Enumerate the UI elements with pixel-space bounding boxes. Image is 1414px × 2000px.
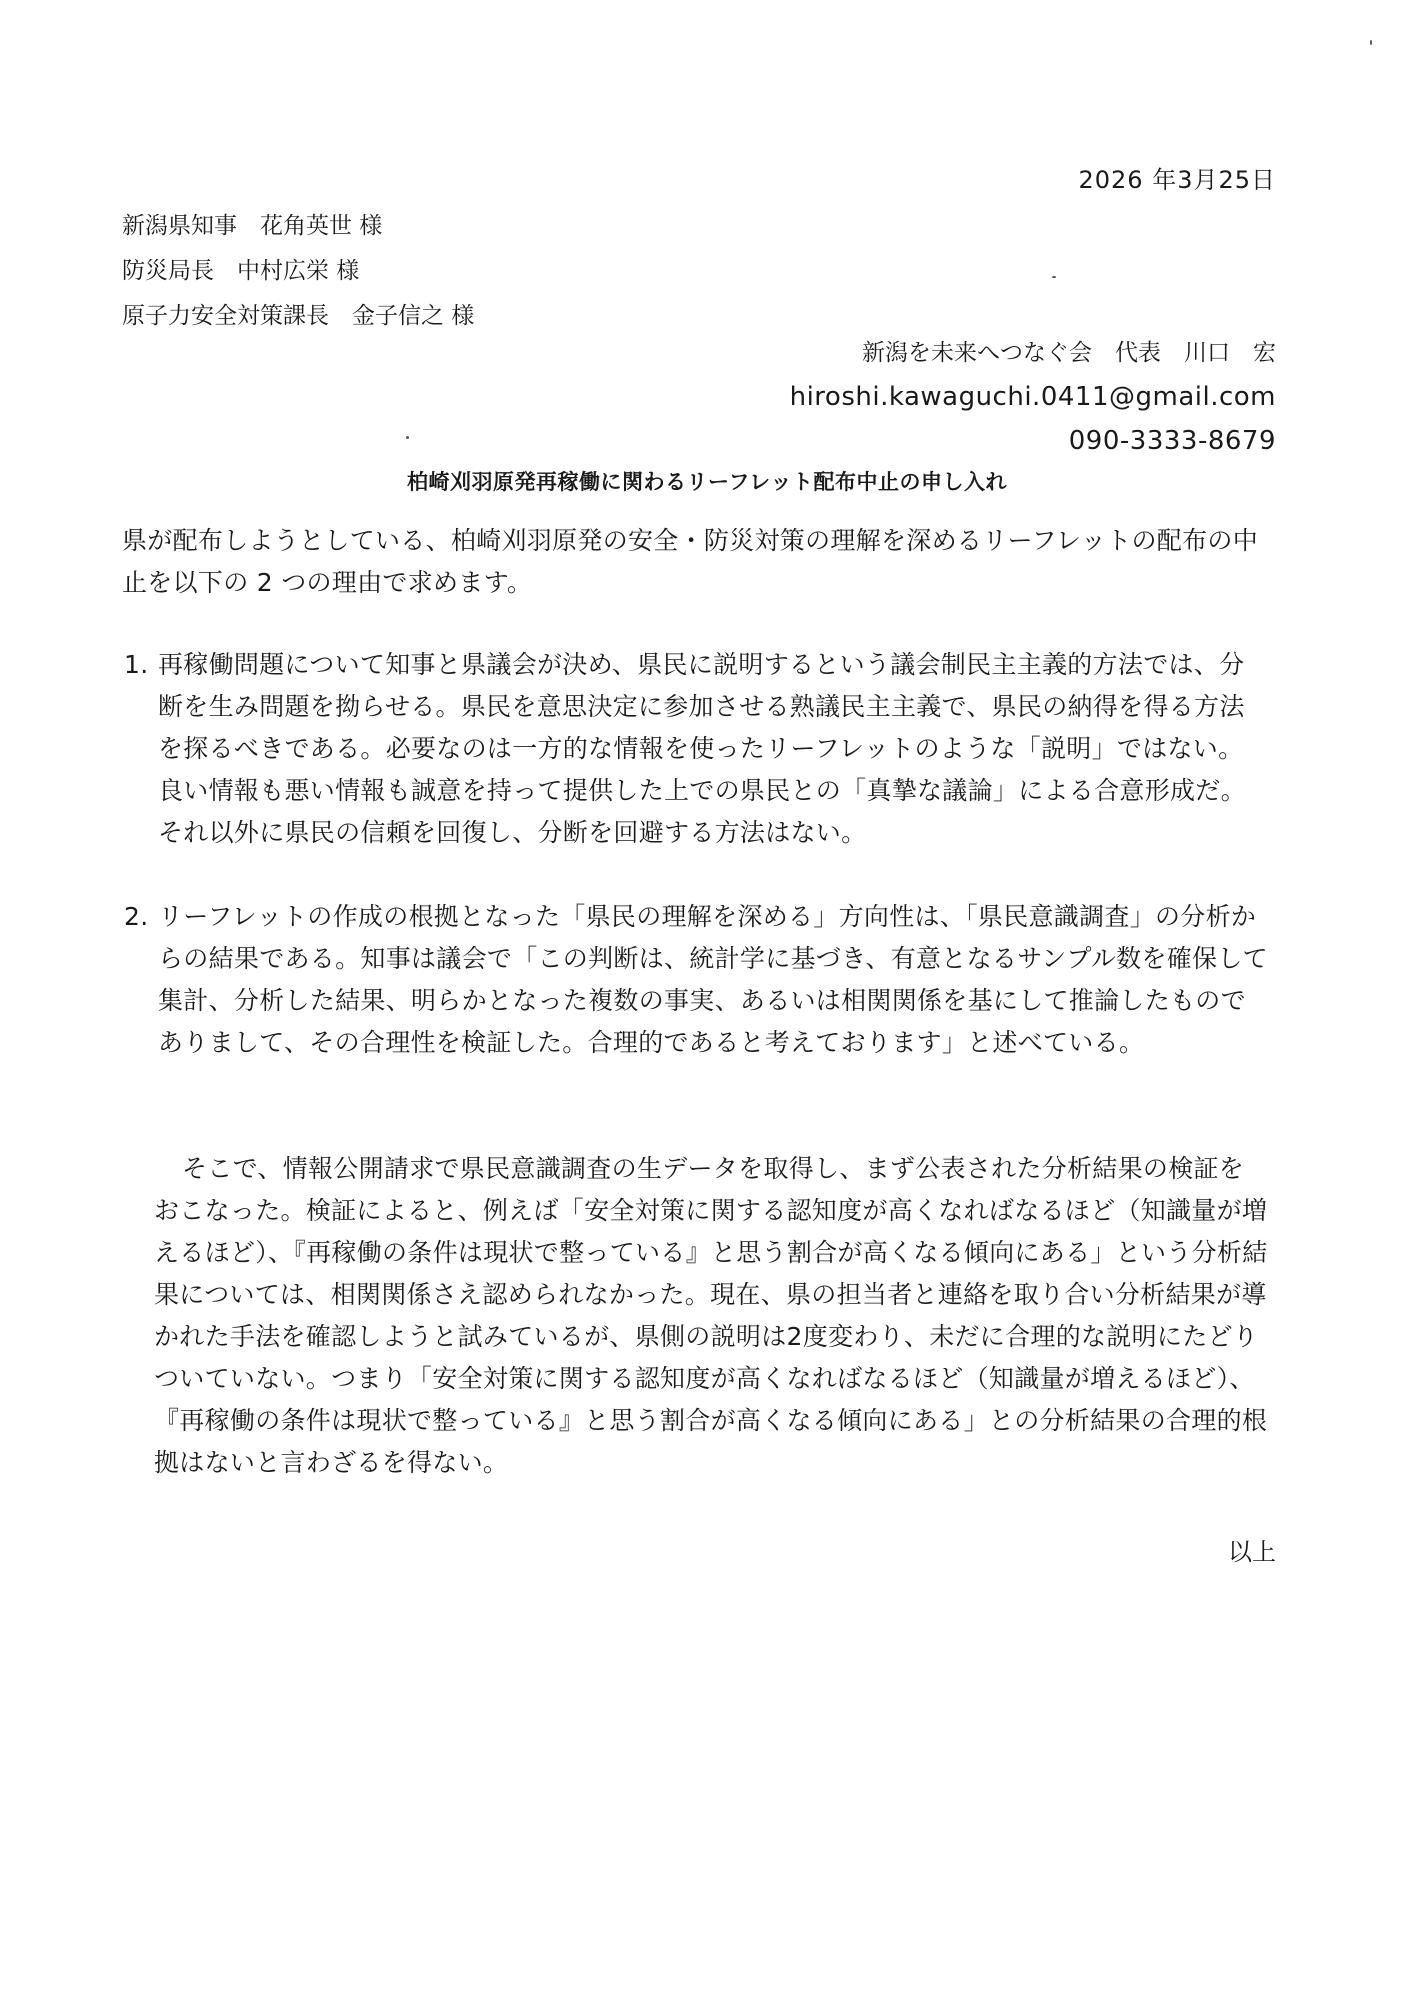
- recipient-list: [122, 204, 474, 339]
- reason-number: 1.: [124, 650, 149, 679]
- document-title: 柏崎刈羽原発再稼働に関わるリーフレット配布中止の申し入れ: [407, 470, 1007, 494]
- scan-speck: [1370, 40, 1372, 45]
- scan-speck: [406, 436, 409, 439]
- document-date: 2026 年3月25日: [1078, 166, 1276, 194]
- recipient-nuclear-safety-chief: 原子力安全対策課長 金子信之 様: [122, 303, 475, 329]
- reason-text: 再稼働問題について知事と県議会が決め、県民に説明するという議会制民主主義的方法では、分断を生み問題を拗らせる。県民を意思決定に参加させる熟議民主主義で、県民の納得を得る方法を探るべきである。必要なのは一方的な情報を使ったリーフレットのような「説明」ではない。良い情報も悪い情報も誠意を持って提供した上での県民との「真摯な議論」による合意形成だ。それ以外に県民の信頼を回復し、分断を回避する方法はない。: [158, 650, 1246, 847]
- sender-block: [790, 331, 1276, 463]
- sender-organization: 新潟を未来へつなぐ会 代表 川口 宏: [862, 340, 1276, 366]
- reason-item: [124, 644, 1268, 854]
- scan-speck: [1052, 276, 1056, 278]
- sender-email: hiroshi.kawaguchi.0411@gmail.com: [789, 382, 1276, 412]
- verification-paragraph: そこで、情報公開請求で県民意識調査の生データを取得し、まず公表された分析結果の検証をおこなった。検証によると、例えば「安全対策に関する認知度が高くなればなるほど（知識量が増えるほど）、『再稼働の条件は現状で整っている』と思う割合が高くなる傾向にある」という分析結果については、相関関係さえ認められなかった。現在、県の担当者と連絡を取り合い分析結果が導かれた手法を確認しようと試みているが、県側の説明は2度変わり、未だに合理的な説明にたどりついていない。つまり「安全対策に関する認知度が高くなればなるほど（知識量が増えるほど）、『再稼働の条件は現状で整っている』と思う割合が高くなる傾向にある」との分析結果の合理的根拠はないと言わざるを得ない。: [154, 1154, 1268, 1477]
- closing-remark: 以上: [1228, 1538, 1276, 1566]
- reason-item: [124, 896, 1268, 1064]
- recipient-disaster-director: 防災局長 中村広栄 様: [122, 258, 360, 284]
- intro-paragraph: 県が配布しようとしている、柏崎刈羽原発の安全・防災対策の理解を深めるリーフレットの配布の中止を以下の 2 つの理由で求めます。: [122, 526, 1259, 597]
- reason-number: 2.: [124, 902, 149, 931]
- recipient-governor: 新潟県知事 花角英世 様: [122, 213, 383, 239]
- reason-text: リーフレットの作成の根拠となった「県民の理解を深める」方向性は、「県民意識調査」の分析からの結果である。知事は議会で「この判断は、統計学に基づき、有意となるサンプル数を確保して集計、分析した結果、明らかとなった複数の事実、あるいは相関関係を基にして推論したものでありまして、その合理性を検証した。合理的であると考えております」と述べている。: [158, 902, 1268, 1057]
- sender-phone: 090-3333-8679: [1068, 426, 1276, 456]
